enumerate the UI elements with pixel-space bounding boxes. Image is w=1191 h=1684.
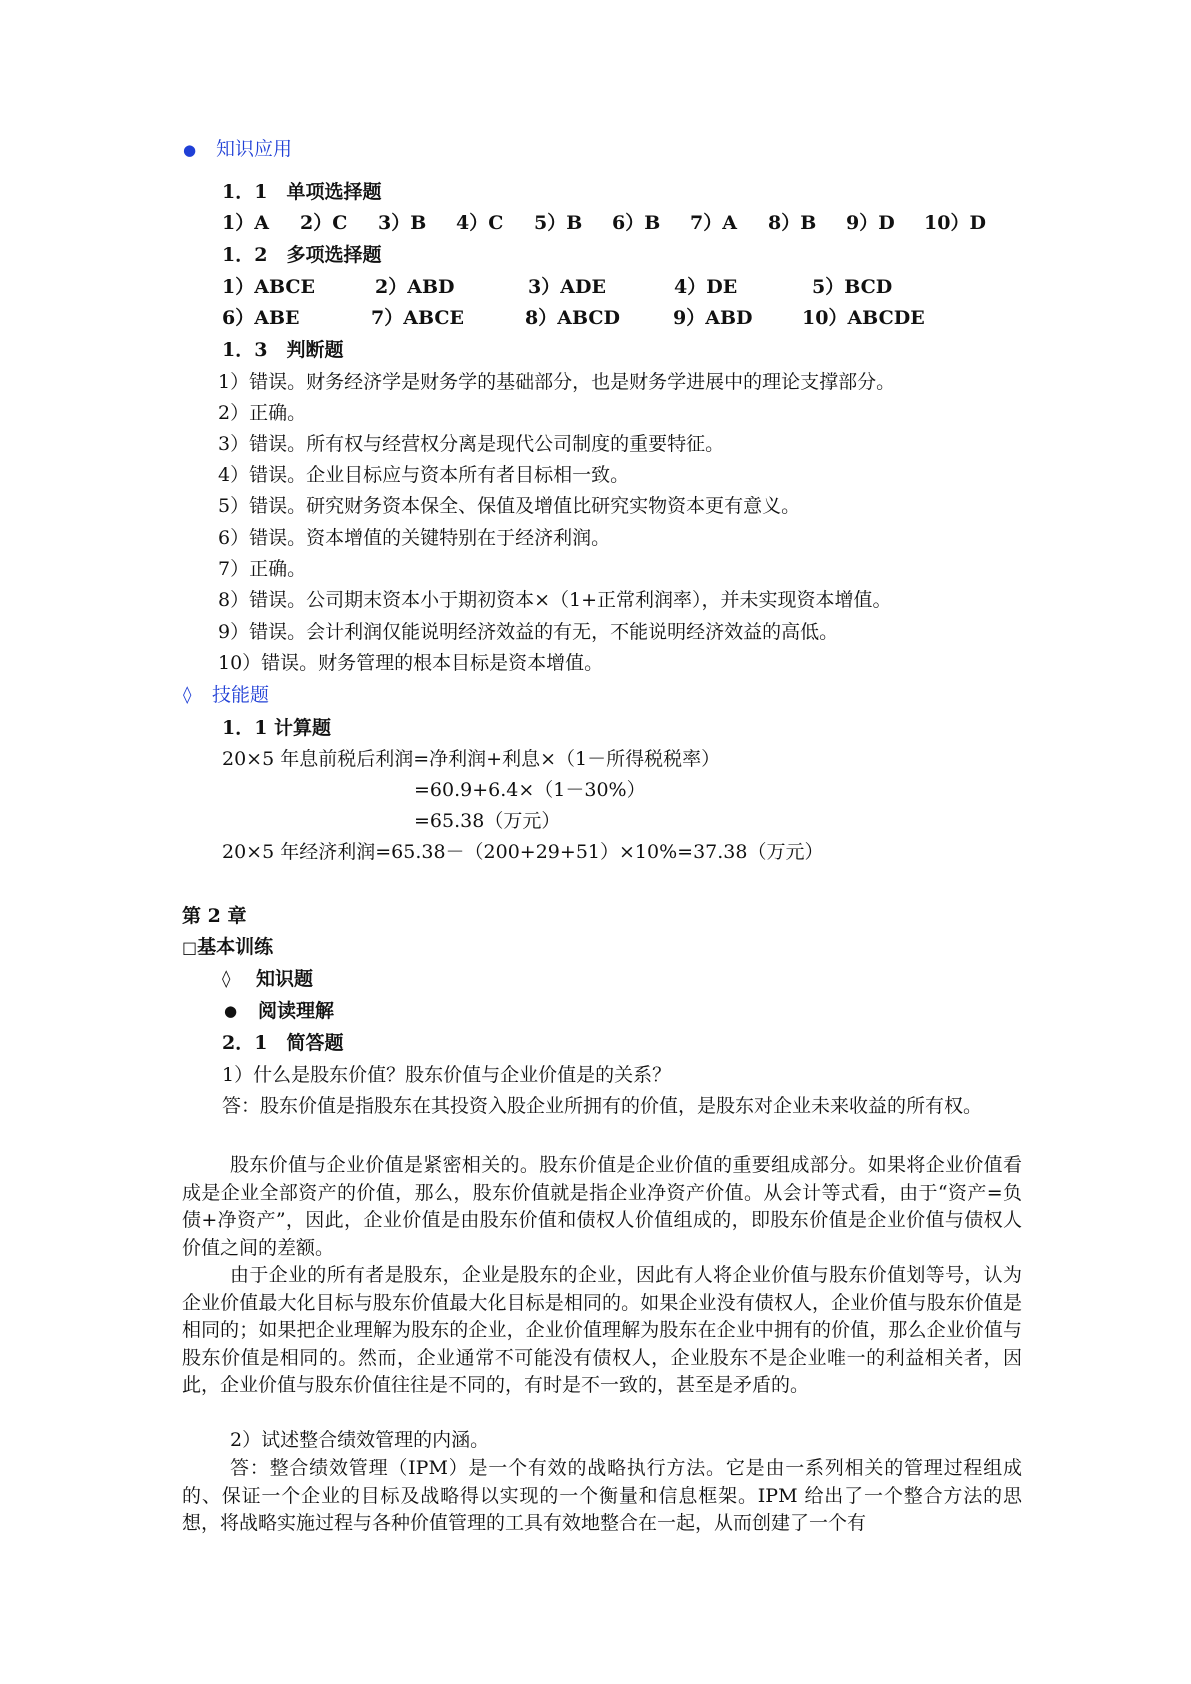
- answer: 10）D: [924, 212, 986, 234]
- subsection-title-single-choice: 1．1 单项选择题: [222, 181, 382, 203]
- answer: 8）B: [768, 212, 817, 234]
- true-false-item: 4）错误。企业目标应与资本所有者目标相一致。: [218, 464, 630, 486]
- answer-2-paragraph-1: 答：整合绩效管理（IPM）是一个有效的战略执行方法。它是由一系列相关的管理过程组成的、保证一个企业的目标及战略得以实现的一个衡量和信息框架。IPM 给出了一个整合方法的思想，将战略实施过程与各种价值管理的工具有效地整合在一起，从而创建了一个有: [182, 1457, 1022, 1534]
- true-false-item: 10）错误。财务管理的根本目标是资本增值。: [218, 652, 604, 674]
- diamond-icon: ◊: [183, 685, 192, 705]
- bullet-icon: ●: [183, 141, 197, 159]
- answer-1-paragraph-3: 由于企业的所有者是股东，企业是股东的企业，因此有人将企业价值与股东价值划等号，认为企业价值最大化目标与股东价值最大化目标是相同的。如果企业没有债权人，企业价值与股东价值是相同的；如果把企业理解为股东的企业，企业价值理解为股东在企业中拥有的价值，那么企业价值与股东价值是相同的。然而，企业通常不可能没有债权人，企业股东不是企业唯一的利益相关者，因此，企业价值与股东价值往往是不同的，有时是不一致的，甚至是矛盾的。: [182, 1264, 1022, 1396]
- true-false-item: 6）错误。资本增值的关键特别在于经济利润。: [218, 527, 611, 549]
- question-1: 1）什么是股东价值？股东价值与企业价值是的关系？: [222, 1064, 672, 1086]
- subsection-title-short-answer: 2．1 简答题: [222, 1032, 344, 1054]
- answer: 3）ADE: [528, 276, 606, 298]
- answer: 7）ABCE: [371, 307, 464, 329]
- calculation-line: =65.38（万元）: [414, 810, 561, 832]
- answer: 6）B: [612, 212, 661, 234]
- answer: 1）A: [222, 212, 269, 234]
- calculation-line: 20×5 年息前税后利润=净利润+利息×（1－所得税税率）: [222, 748, 721, 770]
- knowledge-heading: 知识题: [256, 968, 314, 990]
- diamond-icon: ◊: [222, 969, 231, 989]
- true-false-item: 2）正确。: [218, 402, 307, 424]
- true-false-item: 7）正确。: [218, 558, 307, 580]
- bullet-icon: ●: [224, 1002, 238, 1020]
- true-false-item: 5）错误。研究财务资本保全、保值及增值比研究实物资本更有意义。: [218, 495, 801, 517]
- reading-heading: 阅读理解: [258, 1000, 335, 1022]
- answer: 4）DE: [674, 276, 738, 298]
- calculation-line: =60.9+6.4×（1－30%）: [414, 779, 646, 801]
- answer: 8）ABCD: [525, 307, 620, 329]
- answer: 7）A: [690, 212, 737, 234]
- calculation-line: 20×5 年经济利润=65.38－（200+29+51）×10%=37.38（万元）: [222, 841, 824, 863]
- chapter-title: 第 2 章: [182, 905, 247, 927]
- true-false-item: 1）错误。财务经济学是财务学的基础部分，也是财务学进展中的理论支撑部分。: [218, 371, 896, 393]
- basic-training-heading: [182, 934, 273, 961]
- answer: 5）B: [534, 212, 583, 234]
- answer: 2）C: [300, 212, 348, 234]
- answer: 3）B: [378, 212, 427, 234]
- answer: 2）ABD: [375, 276, 455, 298]
- true-false-item: 8）错误。公司期末资本小于期初资本×（1+正常利润率），并未实现资本增值。: [218, 589, 892, 611]
- basic-training-label: 基本训练: [197, 936, 274, 958]
- subsection-title-true-false: 1．3 判断题: [222, 339, 344, 361]
- answer: 10）ABCDE: [802, 307, 925, 329]
- question-2: 2）试述整合绩效管理的内涵。: [230, 1429, 490, 1451]
- answer: 5）BCD: [812, 276, 893, 298]
- section-heading-skills: 技能题: [212, 684, 270, 706]
- answer: 6）ABE: [222, 307, 300, 329]
- subsection-title-multiple-choice: 1．2 多项选择题: [222, 244, 382, 266]
- true-false-item: 3）错误。所有权与经营权分离是现代公司制度的重要特征。: [218, 433, 725, 455]
- answer-1-paragraph-1: 答：股东价值是指股东在其投资入股企业所拥有的价值，是股东对企业未来收益的所有权。: [222, 1095, 983, 1117]
- checkbox-icon: □: [182, 938, 198, 957]
- subsection-title-calculation: 1．1 计算题: [222, 717, 332, 739]
- answer: 1）ABCE: [222, 276, 315, 298]
- true-false-item: 9）错误。会计利润仅能说明经济效益的有无，不能说明经济效益的高低。: [218, 621, 839, 643]
- answer: 9）ABD: [673, 307, 753, 329]
- answer: 9）D: [846, 212, 895, 234]
- answer-1-paragraph-2: 股东价值与企业价值是紧密相关的。股东价值是企业价值的重要组成部分。如果将企业价值看成是企业全部资产的价值，那么，股东价值就是指企业净资产价值。从会计等式看，由于“资产=负债+净资产”，因此，企业价值是由股东价值和债权人价值组成的，即股东价值是企业价值与债权人价值之间的差额。: [182, 1154, 1022, 1259]
- section-heading-knowledge-application: 知识应用: [216, 138, 293, 160]
- answer: 4）C: [456, 212, 504, 234]
